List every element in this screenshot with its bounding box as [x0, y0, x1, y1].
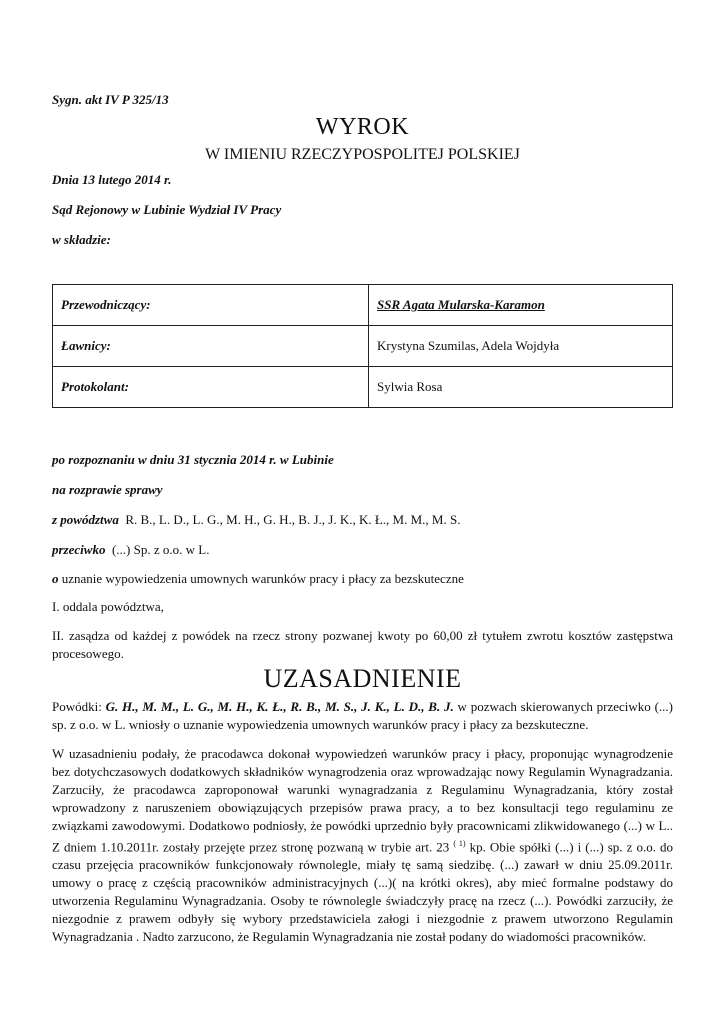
plaintiffs-line [52, 512, 460, 528]
role-cell: Ławnicy: [53, 326, 369, 367]
justification-paragraph-1 [52, 698, 673, 734]
defendant-line [52, 542, 209, 558]
justification-heading: UZASADNIENIE [263, 664, 462, 693]
table-row [53, 326, 673, 367]
about-label: o [52, 571, 59, 586]
composition-table [52, 284, 673, 408]
hearing-line: na rozprawie sprawy [52, 482, 163, 497]
role-cell: Protokolant: [53, 367, 369, 408]
court-name: Sąd Rejonowy w Lubinie Wydział IV Pracy [52, 202, 282, 217]
subject-line [52, 571, 464, 587]
plaintiffs-label: Powódki: [52, 699, 102, 714]
review-line: po rozpoznaniu w dniu 31 stycznia 2014 r. w Lubinie [52, 452, 334, 467]
case-signature: Sygn. akt IV P 325/13 [52, 92, 169, 107]
plaintiff-label: z powództwa [52, 512, 119, 527]
defendant-name: (...) Sp. z o.o. w L. [111, 542, 210, 557]
name-cell: SSR Agata Mularska-Karamon [369, 285, 673, 326]
table-row [53, 367, 673, 408]
against-label: przeciwko [52, 542, 106, 557]
document-subtitle: W IMIENIU RZECZYPOSPOLITEJ POLSKIEJ [205, 146, 520, 163]
document-title: WYROK [315, 114, 410, 140]
case-subject: uznanie wypowiedzenia umownych warunków pracy i płacy za bezskuteczne [61, 571, 464, 586]
role-cell: Przewodniczący: [53, 285, 369, 326]
composition-label: w składzie: [52, 232, 111, 247]
plaintiff-names: R. B., L. D., L. G., M. H., G. H., B. J., J. K., K. Ł., M. M., M. S. [125, 512, 461, 527]
name-cell: Sylwia Rosa [369, 367, 673, 408]
article-superscript: ( 1) [453, 839, 466, 848]
judgment-date: Dnia 13 lutego 2014 r. [52, 172, 172, 187]
paragraph-text: kp. Obie spółki (...) i (...) sp. z o.o. do czasu przejęcia pracowników funkcjonowały równolegle, miały tę samą siedzibę. (...) zawarł w dniu 25.09.2011r. umowy o pracę z częścią pracowników administracyjnych (...)( na krótki okres), aby mieć formalne podstawy do utworzenia Regulaminu Wynagradzania. Osoby te równolegle świadczyły pracę na rzecz (...). Powódki zarzuciły, że niezgodnie z prawem odbyły się wybory przedstawiciela załogi i niezgodnie z prawem utworzono Regulamin Wynagradzania . Nadto zarzucono, że Regulamin Wynagradzania nie został podany do wiadomości pracowników. [52, 839, 674, 945]
plaintiffs-names: G. H., M. M., L. G., M. H., K. Ł., R. B., M. S., J. K., L. D., B. J. [105, 699, 454, 714]
paragraph-text: W uzasadnieniu podały, że pracodawca dokonał wypowiedzeń warunków pracy i płacy, proponując wynagrodzenie bez dotychczasowych dodatkowych składników wynagrodzenia oraz wprowadzając nowy Regulamin Wynagradzania. Zarzuciły, że pracodawca zaproponował warunki wynagradzania z Regulaminu Wynagradzania, który został wprowadzony z naruszeniem obowiązujących przepisów prawa pracy, a to bez konsultacji tego regulaminu ze związkami zawodowymi. Dodatkowo podniosły, że powódki uprzednio były pracownicami zlikwidowanego (...) w L.. Z dniem 1.10.2011r. zostały przejęte przez stronę pozwaną w trybie art. 23 [52, 746, 673, 855]
paragraph-text: w pozwach skierowanych przeciwko (...) sp. z o.o. w L. wniosły o uznanie wypowiedzenia umownych warunków pracy i płacy za bezskuteczne. [52, 699, 673, 732]
name-cell: Krystyna Szumilas, Adela Wojdyła [369, 326, 673, 367]
verdict-point-1: I. oddala powództwa, [52, 599, 164, 614]
justification-paragraph-2 [52, 745, 673, 946]
table-row [53, 285, 673, 326]
verdict-point-2: II. zasądza od każdej z powódek na rzecz strony pozwanej kwoty po 60,00 zł tytułem zwrotu kosztów zastępstwa procesowego. [52, 628, 673, 661]
